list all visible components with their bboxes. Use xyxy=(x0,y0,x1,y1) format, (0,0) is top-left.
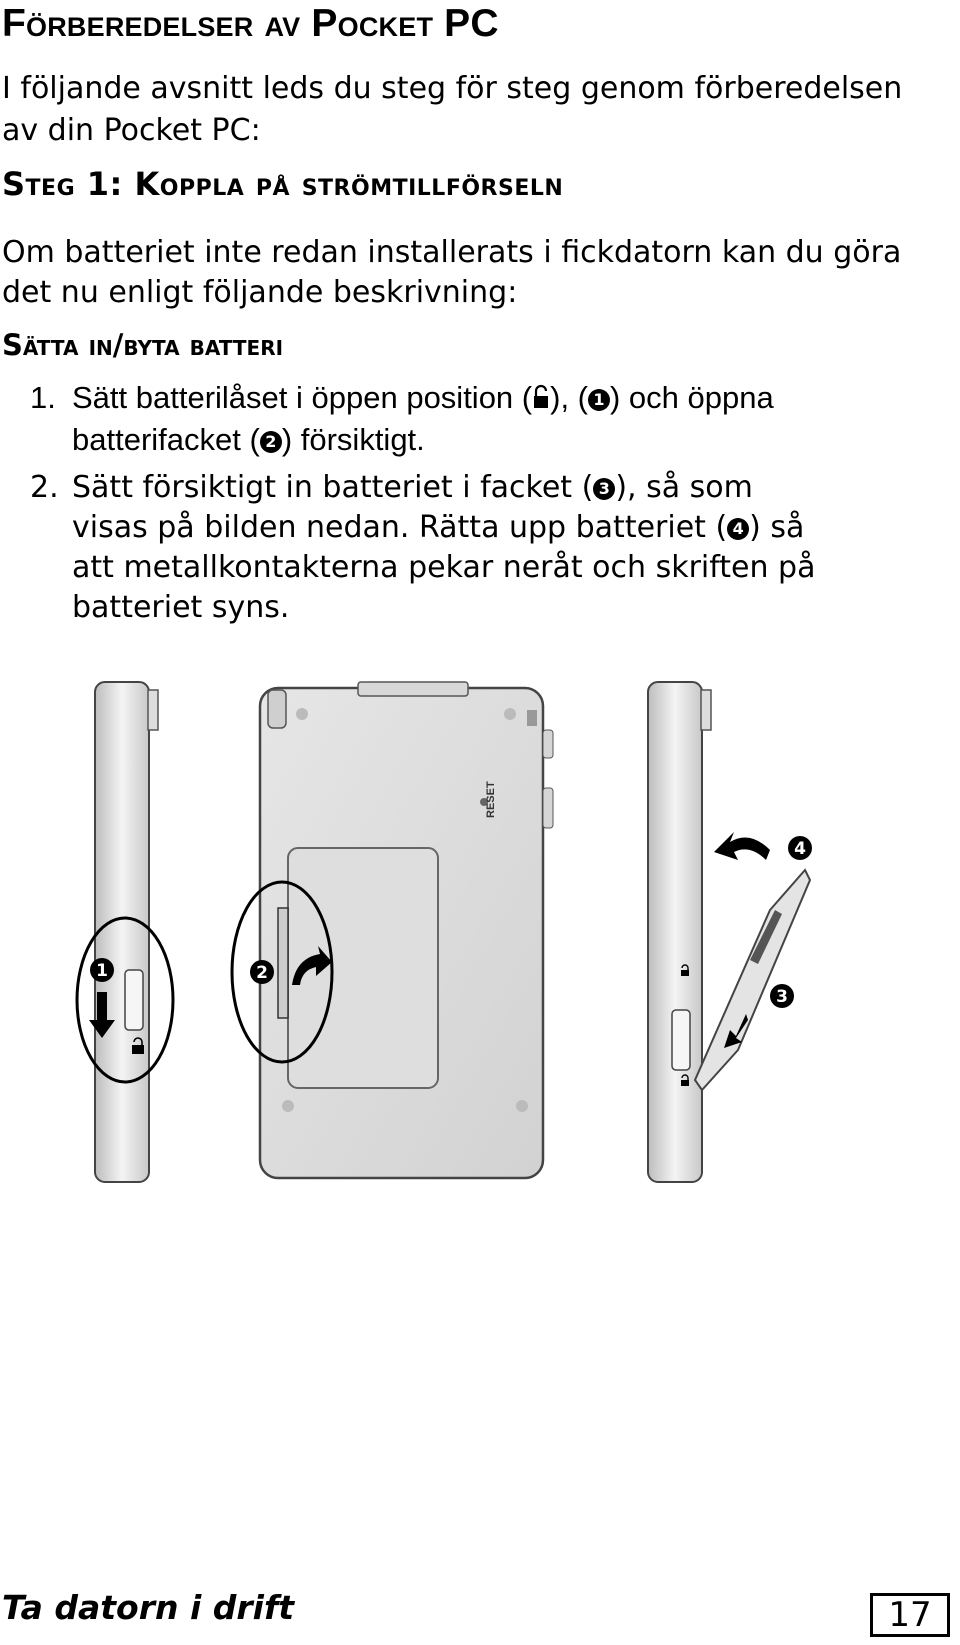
device-side-view-right xyxy=(648,682,812,1182)
step-1-number: 1. xyxy=(30,380,56,415)
step-1-line-2 xyxy=(30,420,930,460)
marker-1-label: 1 xyxy=(96,961,108,981)
page-heading: Förberedelser av Pocket PC xyxy=(2,2,499,45)
step-2-text-b: ), så som xyxy=(615,470,753,505)
subheading: Sätta in/byta batteri xyxy=(2,328,284,362)
footer-section-title: Ta datorn i drift xyxy=(2,1588,295,1627)
marker-2-label: 2 xyxy=(256,963,268,983)
unlocked-padlock-icon xyxy=(532,380,550,420)
marker-1: 1 xyxy=(588,389,610,411)
step-2-text-d: ) så xyxy=(749,510,805,545)
marker-3: 3 xyxy=(593,478,615,500)
step-1-text-b: ), ( xyxy=(550,380,588,415)
step-2-text-c: visas på bilden nedan. Rätta upp batteriet ( xyxy=(72,510,728,545)
step-2-number: 2. xyxy=(30,470,59,505)
battery-pack xyxy=(695,870,810,1090)
step-1-text-e: ) försiktigt. xyxy=(281,422,425,457)
device-illustration xyxy=(70,670,890,1190)
rotate-arrow-icon xyxy=(714,832,770,860)
marker-2: 2 xyxy=(260,431,282,453)
intro-text: I följande avsnitt leds du steg för steg genom förberedelsen av din Pocket PC: xyxy=(2,71,903,148)
step-1-text-c: ) och öppna xyxy=(610,380,774,415)
step-heading: Steg 1: Koppla på strömtillförseln xyxy=(2,165,564,203)
instruction-paragraph: Om batteriet inte redan installerats i fickdatorn kan du göra det nu enligt följande beskrivning: xyxy=(2,235,902,310)
step-2-line-2 xyxy=(30,508,930,548)
device-side-view-left xyxy=(77,682,173,1182)
step-2-text-a: Sätt försiktigt in batteriet i facket ( xyxy=(72,470,594,505)
step-1 xyxy=(30,378,930,460)
device-back-view xyxy=(232,682,553,1178)
step-1-text-a: Sätt batterilåset i öppen position ( xyxy=(72,380,533,415)
battery-lock-slider xyxy=(125,970,143,1030)
step-1-text-d: batterifacket ( xyxy=(72,422,260,457)
marker-4: 4 xyxy=(727,518,749,540)
step-2 xyxy=(30,468,930,628)
reset-label: RESET xyxy=(485,781,497,818)
step-2-line-3: att metallkontakterna pekar neråt och skriften på xyxy=(72,550,816,585)
marker-4-label: 4 xyxy=(794,839,806,859)
battery-installation-figure xyxy=(70,670,890,1190)
page-number: 17 xyxy=(870,1593,950,1637)
marker-3-label: 3 xyxy=(776,987,788,1007)
step-2-line-4: batteriet syns. xyxy=(72,590,290,625)
